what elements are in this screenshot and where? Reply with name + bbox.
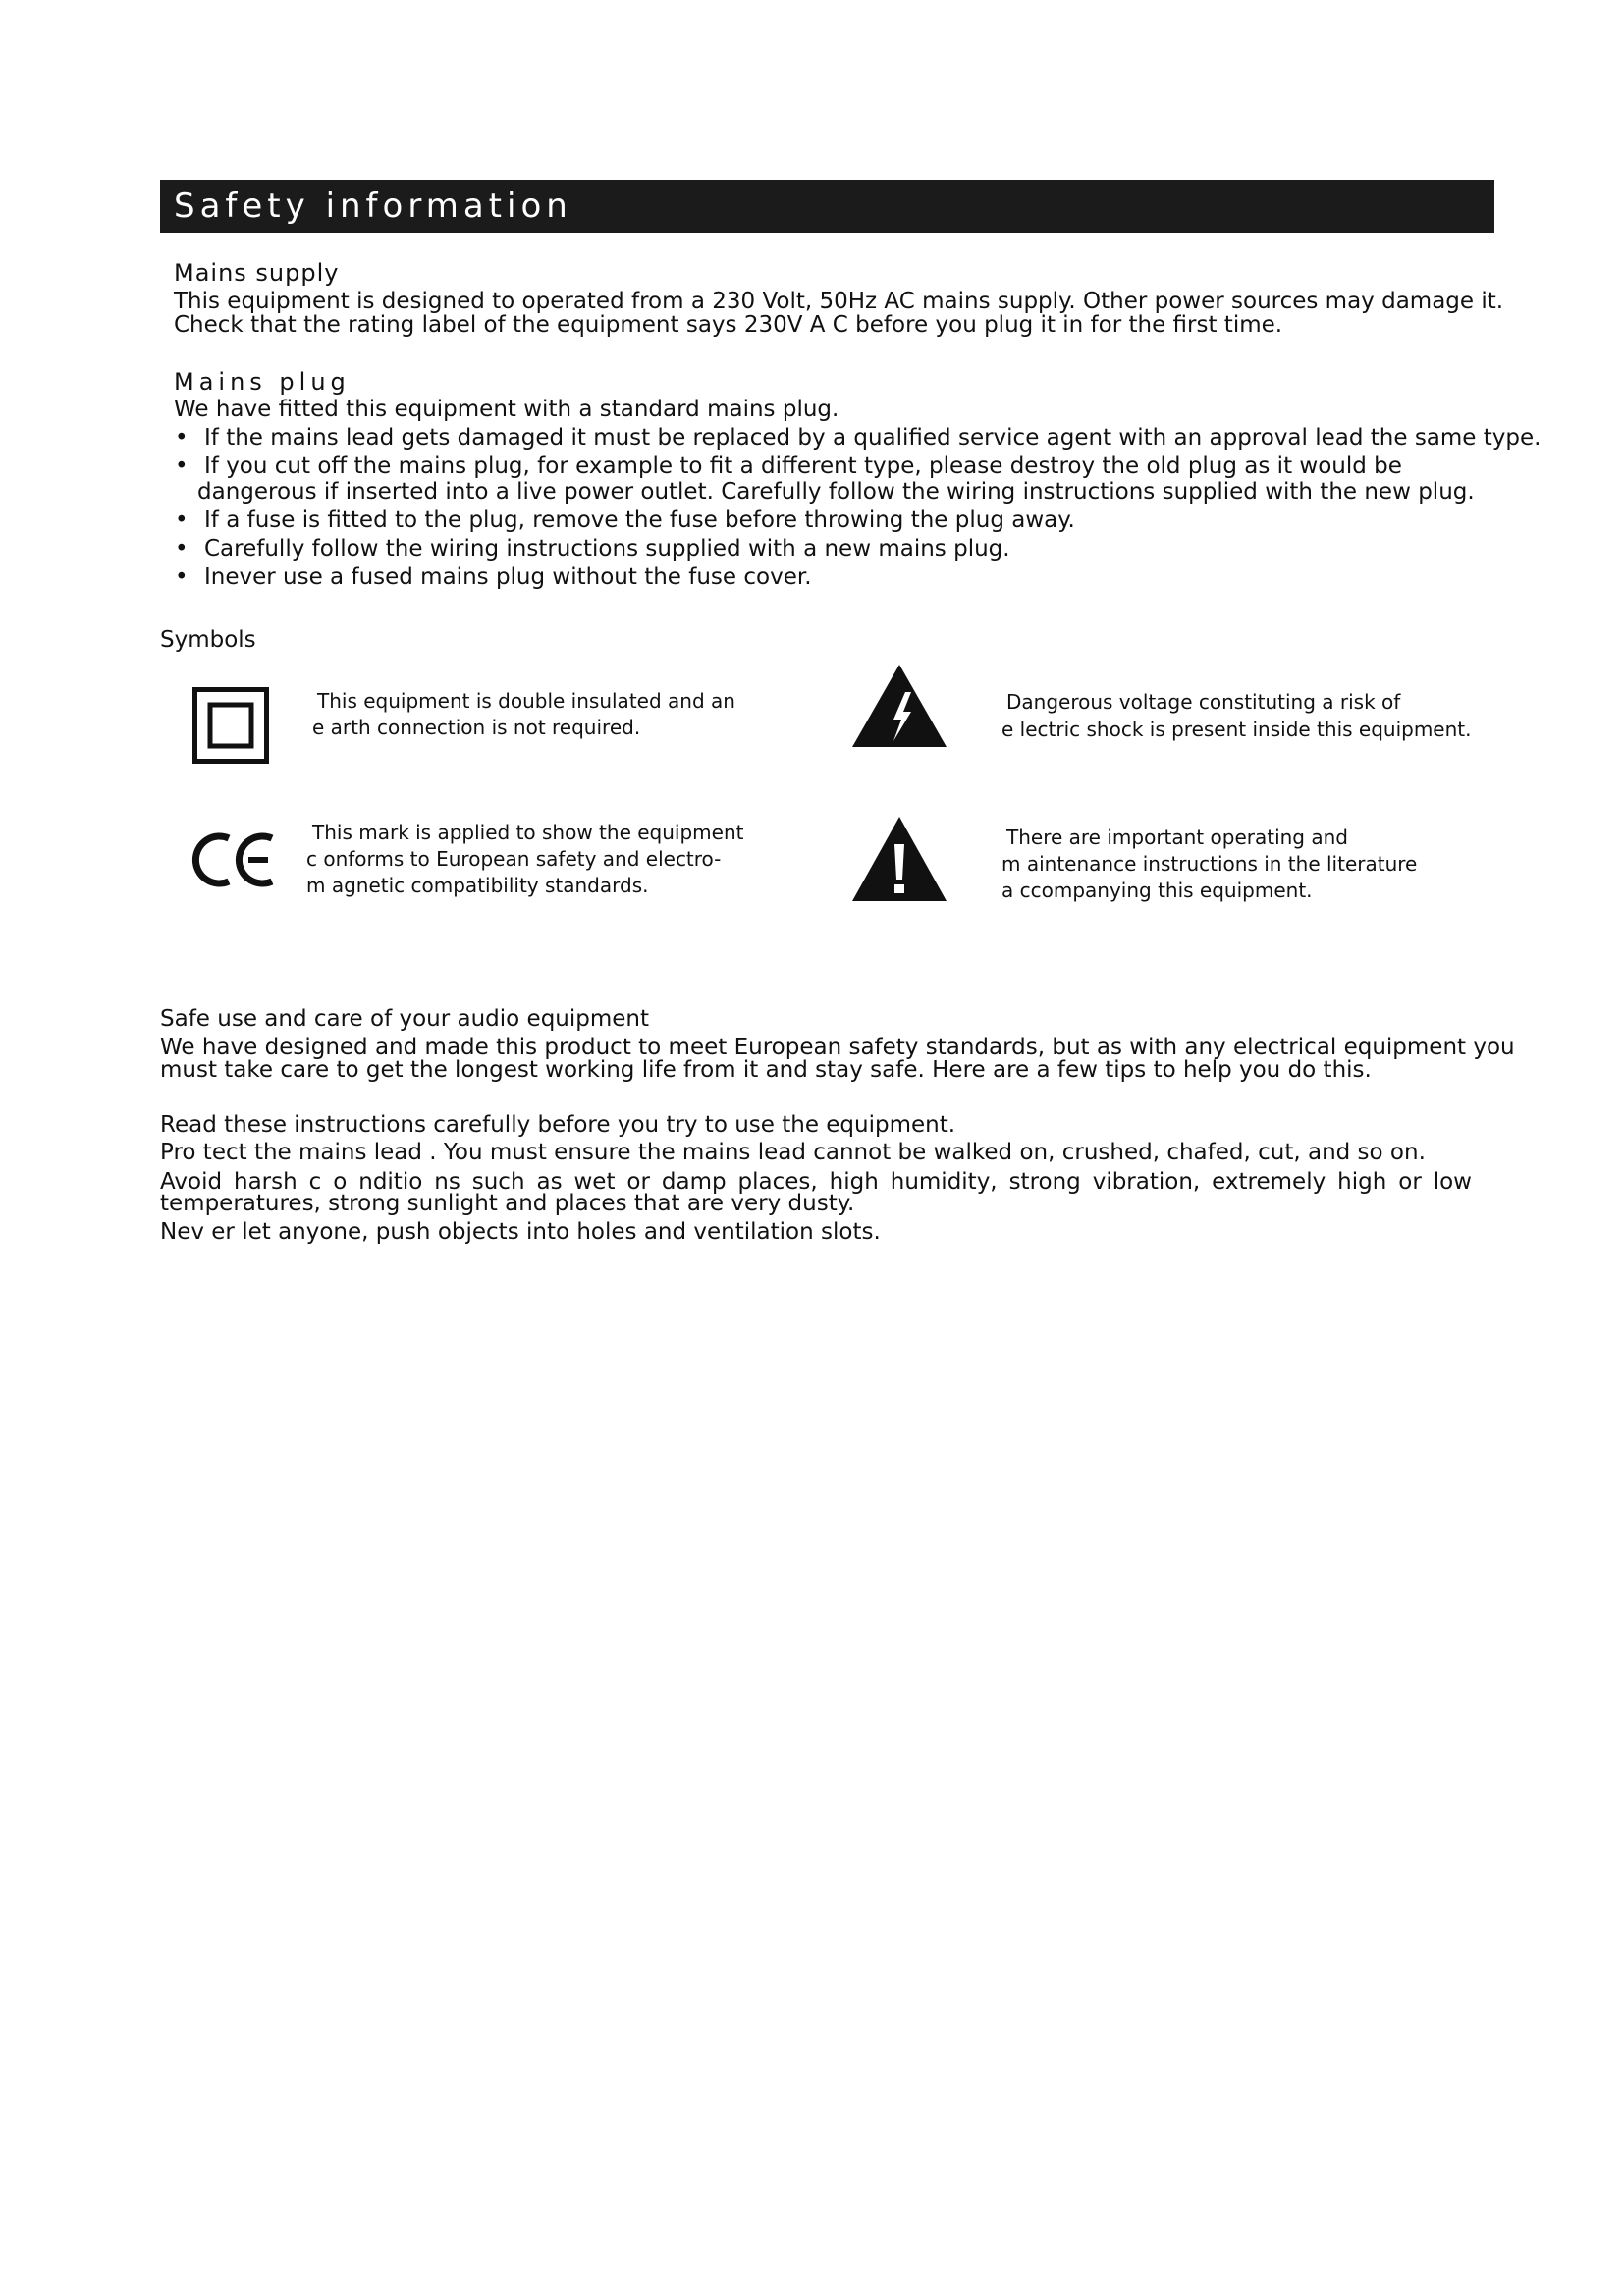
ce-mark-text-3: m agnetic compatibility standards. xyxy=(306,874,649,897)
safe-use-avoid-2: temperatures, strong sunlight and places that are very dusty. xyxy=(160,1191,855,1216)
double-insulated-icon xyxy=(192,687,269,764)
important-instructions-text-3: a ccompanying this equipment. xyxy=(1001,879,1313,902)
bullet-dot: • xyxy=(175,507,189,533)
dangerous-voltage-text-1: Dangerous voltage constituting a risk of xyxy=(1006,690,1401,714)
safe-use-heading: Safe use and care of your audio equipment xyxy=(160,1006,650,1032)
safe-use-intro-2: must take care to get the longest working life from it and stay safe. Here are a few tips to help you do this. xyxy=(160,1057,1372,1083)
double-insulated-text-1: This equipment is double insulated and an xyxy=(317,689,735,713)
mains-plug-heading: Mains plug xyxy=(174,368,351,396)
mains-supply-heading: Mains supply xyxy=(174,259,340,287)
ce-mark-text-2: c onforms to European safety and electro- xyxy=(306,847,722,871)
safe-use-read: Read these instructions carefully before you try to use the equipment. xyxy=(160,1112,956,1138)
dangerous-voltage-text-2: e lectric shock is present inside this equipment. xyxy=(1001,718,1472,741)
important-instructions-text-2: m aintenance instructions in the literature xyxy=(1001,852,1418,876)
title-banner xyxy=(160,180,1494,233)
safe-use-never: Nev er let anyone, push objects into holes and ventilation slots. xyxy=(160,1219,881,1245)
mains-plug-intro: We have fitted this equipment with a standard mains plug. xyxy=(174,397,839,422)
lightning-warning-icon xyxy=(850,663,948,749)
mains-plug-bullet-1: If the mains lead gets damaged it must be replaced by a qualified service agent with an approval lead the same type. xyxy=(204,425,1542,451)
double-insulated-text-2: e arth connection is not required. xyxy=(312,716,641,739)
bullet-dot: • xyxy=(175,564,189,590)
mains-plug-bullet-5: Inever use a fused mains plug without the fuse cover. xyxy=(204,564,812,590)
mains-supply-line-1: This equipment is designed to operated from a 230 Volt, 50Hz AC mains supply. Other power sources may damage it. xyxy=(174,289,1504,314)
page-title: Safety information xyxy=(174,187,572,226)
mains-plug-bullet-4: Carefully follow the wiring instructions supplied with a new mains plug. xyxy=(204,536,1010,561)
exclamation-warning-icon xyxy=(850,815,948,903)
mains-supply-line-2: Check that the rating label of the equipment says 230V A C before you plug it in for the first time. xyxy=(174,312,1283,338)
safe-use-protect: Pro tect the mains lead . You must ensure the mains lead cannot be walked on, crushed, chafed, cut, and so on. xyxy=(160,1140,1426,1165)
ce-mark-text-1: This mark is applied to show the equipment xyxy=(312,821,744,844)
bullet-dot: • xyxy=(175,536,189,561)
mains-plug-bullet-2-continued: dangerous if inserted into a live power outlet. Carefully follow the wiring instructions supplied with the new plug. xyxy=(197,479,1475,505)
ce-mark-icon xyxy=(191,832,276,887)
bullet-dot: • xyxy=(175,425,189,451)
bullet-dot: • xyxy=(175,454,189,479)
mains-plug-bullet-3: If a fuse is fitted to the plug, remove the fuse before throwing the plug away. xyxy=(204,507,1075,533)
safe-use-intro-1: We have designed and made this product to meet European safety standards, but as with any electrical equipment you xyxy=(160,1035,1515,1060)
mains-plug-bullet-2: If you cut off the mains plug, for example to fit a different type, please destroy the old plug as it would be xyxy=(204,454,1402,479)
safe-use-avoid-1: Avoid harsh c o nditio ns such as wet or damp places, high humidity, strong vibration, extremely high or low xyxy=(160,1169,1472,1195)
important-instructions-text-1: There are important operating and xyxy=(1006,826,1348,849)
symbols-heading: Symbols xyxy=(160,627,256,653)
